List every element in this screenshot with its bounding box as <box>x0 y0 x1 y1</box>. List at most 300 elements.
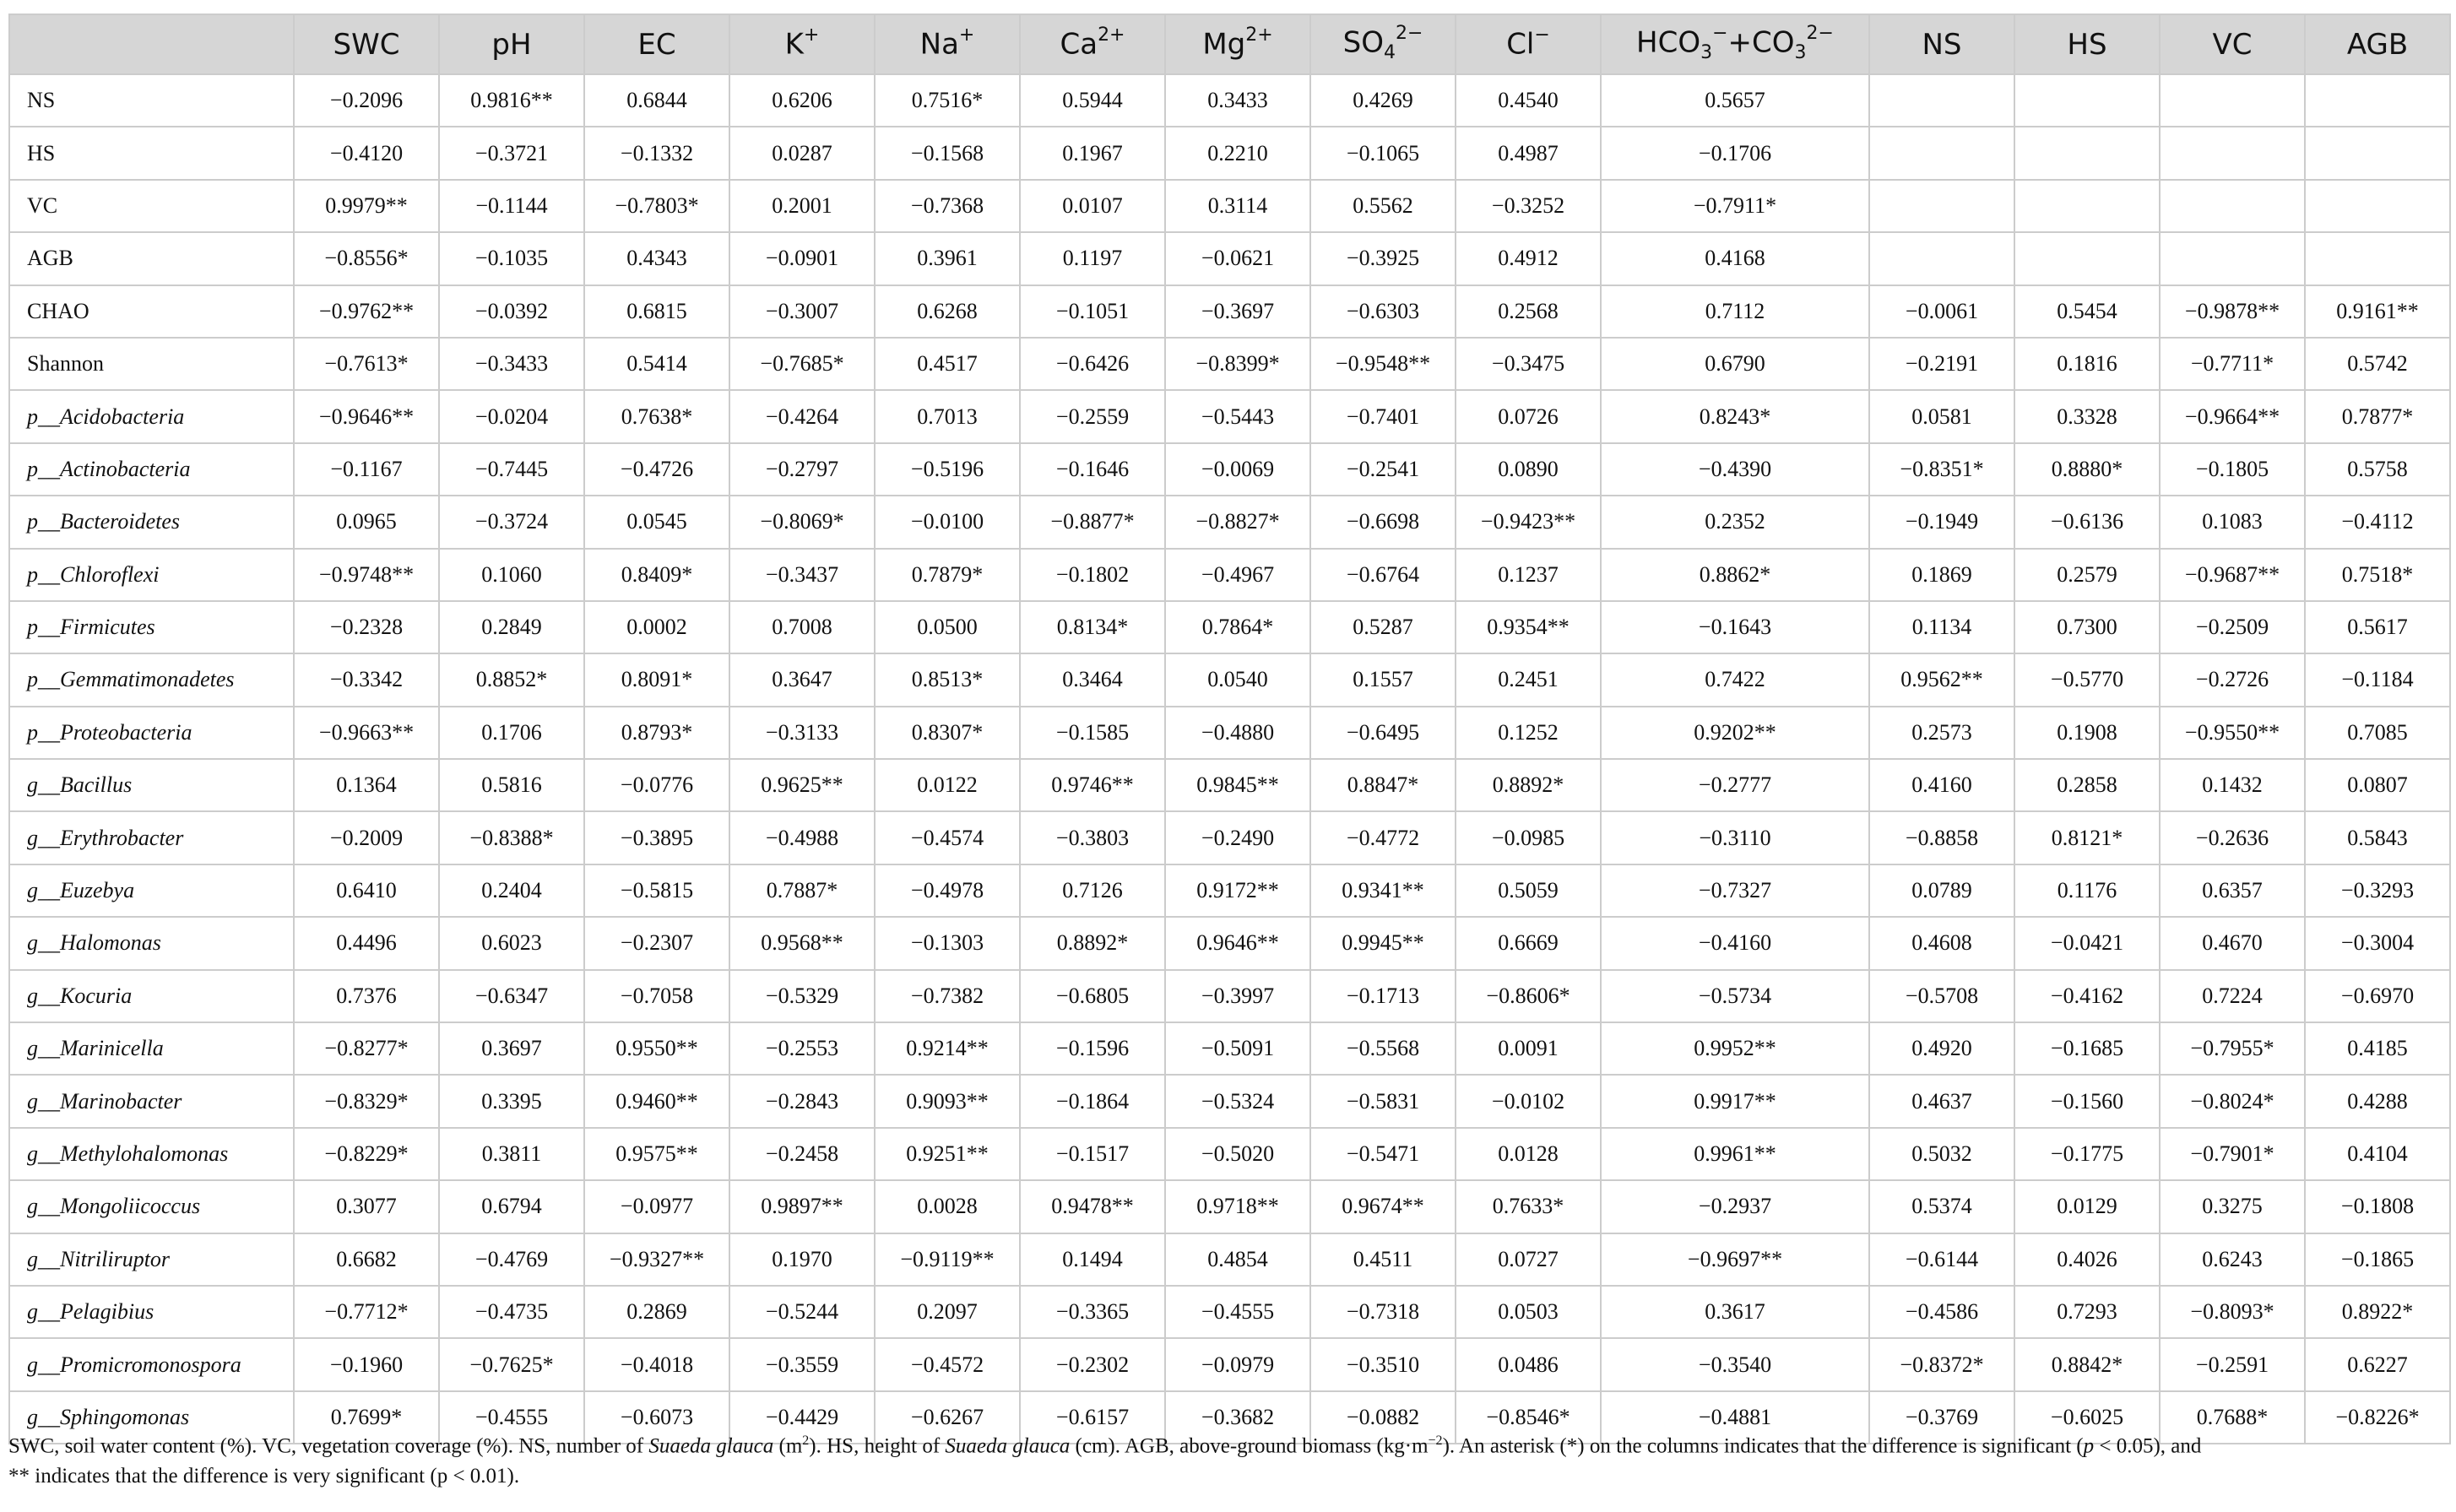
table-cell: −0.8546* <box>1456 1391 1601 1444</box>
table-cell: −0.2541 <box>1310 443 1456 496</box>
row-label: g__Marinobacter <box>9 1075 294 1127</box>
table-cell: −0.9548** <box>1310 338 1456 390</box>
table-cell: 0.9460** <box>584 1075 729 1127</box>
table-row <box>9 285 2450 338</box>
table-cell: −0.1706 <box>1601 127 1869 179</box>
table-cell <box>2305 180 2450 232</box>
table-cell: 0.1060 <box>439 549 584 601</box>
table-cell: −0.3697 <box>1165 285 1310 338</box>
footnote-line-2: ** indicates that the difference is very significant (p < 0.01). <box>8 1465 520 1488</box>
table-cell: −0.1184 <box>2305 653 2450 706</box>
table-cell: 0.8847* <box>1310 759 1456 811</box>
table-cell: 0.7688* <box>2160 1391 2305 1444</box>
table-row <box>9 1022 2450 1075</box>
table-cell: −0.5471 <box>1310 1128 1456 1180</box>
table-cell: −0.5324 <box>1165 1075 1310 1127</box>
table-cell: 0.4517 <box>875 338 1020 390</box>
table-cell: 0.9161** <box>2305 285 2450 338</box>
table-cell: −0.9646** <box>294 390 439 442</box>
table-cell: −0.9663** <box>294 707 439 759</box>
table-cell: −0.4978 <box>875 864 1020 917</box>
table-cell: −0.1865 <box>2305 1233 2450 1286</box>
row-label: p__Chloroflexi <box>9 549 294 601</box>
table-cell <box>2014 74 2160 127</box>
table-row <box>9 759 2450 811</box>
table-row <box>9 1075 2450 1127</box>
table-cell: −0.4988 <box>729 811 875 864</box>
table-cell: 0.4496 <box>294 917 439 969</box>
table-cell: 0.1816 <box>2014 338 2160 390</box>
table-cell: −0.7911* <box>1601 180 1869 232</box>
table-cell: 0.7300 <box>2014 601 2160 653</box>
table-cell: 0.9816** <box>439 74 584 127</box>
table-cell: −0.5443 <box>1165 390 1310 442</box>
table-cell: −0.1808 <box>2305 1180 2450 1233</box>
table-cell: −0.9878** <box>2160 285 2305 338</box>
row-label: g__Sphingomonas <box>9 1391 294 1444</box>
table-cell: −0.9748** <box>294 549 439 601</box>
table-cell: 0.9478** <box>1020 1180 1165 1233</box>
table-cell: 0.6669 <box>1456 917 1601 969</box>
table-cell: −0.1517 <box>1020 1128 1165 1180</box>
table-cell: 0.4160 <box>1869 759 2014 811</box>
row-label: g__Bacillus <box>9 759 294 811</box>
table-cell: −0.3724 <box>439 496 584 548</box>
table-cell: −0.2191 <box>1869 338 2014 390</box>
table-cell: 0.5742 <box>2305 338 2450 390</box>
table-row <box>9 864 2450 917</box>
table-cell: 0.1970 <box>729 1233 875 1286</box>
table-cell: −0.4112 <box>2305 496 2450 548</box>
table-cell: −0.9423** <box>1456 496 1601 548</box>
column-header-hs: HS <box>2014 14 2160 74</box>
table-cell: 0.4608 <box>1869 917 2014 969</box>
table-cell: 0.3647 <box>729 653 875 706</box>
table-cell: −0.4555 <box>439 1391 584 1444</box>
table-cell: 0.0128 <box>1456 1128 1601 1180</box>
table-cell: −0.1646 <box>1020 443 1165 496</box>
table-cell: −0.2843 <box>729 1075 875 1127</box>
table-cell: 0.1176 <box>2014 864 2160 917</box>
table-cell: 0.4168 <box>1601 232 1869 285</box>
table-cell: −0.4120 <box>294 127 439 179</box>
table-row <box>9 390 2450 442</box>
column-header-swc: SWC <box>294 14 439 74</box>
table-cell: −0.5770 <box>2014 653 2160 706</box>
table-cell: −0.3007 <box>729 285 875 338</box>
table-cell: −0.8069* <box>729 496 875 548</box>
table-cell: 0.4104 <box>2305 1128 2450 1180</box>
column-header-mg: $Mg^{2+}$ <box>1165 14 1310 74</box>
table-cell: −0.7613* <box>294 338 439 390</box>
table-cell: 0.9341** <box>1310 864 1456 917</box>
row-label: g__Nitriliruptor <box>9 1233 294 1286</box>
table-cell: −0.2553 <box>729 1022 875 1075</box>
row-label: g__Erythrobacter <box>9 811 294 864</box>
row-label: p__Proteobacteria <box>9 707 294 759</box>
table-cell: −0.2302 <box>1020 1338 1165 1390</box>
table-cell: −0.3342 <box>294 653 439 706</box>
table-cell: 0.6844 <box>584 74 729 127</box>
row-label: p__Acidobacteria <box>9 390 294 442</box>
table-cell: −0.2509 <box>2160 601 2305 653</box>
table-cell: 0.7293 <box>2014 1286 2160 1338</box>
table-cell: −0.0985 <box>1456 811 1601 864</box>
table-cell: −0.0882 <box>1310 1391 1456 1444</box>
table-cell: −0.4574 <box>875 811 1020 864</box>
table-cell: 0.3811 <box>439 1128 584 1180</box>
table-cell: 0.8513* <box>875 653 1020 706</box>
table-cell: 0.9746** <box>1020 759 1165 811</box>
table-cell: −0.9697** <box>1601 1233 1869 1286</box>
table-cell: −0.0901 <box>729 232 875 285</box>
table-cell: 0.0500 <box>875 601 1020 653</box>
table-cell: −0.8827* <box>1165 496 1310 548</box>
table-cell: −0.9327** <box>584 1233 729 1286</box>
row-label: p__Actinobacteria <box>9 443 294 496</box>
table-cell: −0.1685 <box>2014 1022 2160 1075</box>
table-cell: −0.5831 <box>1310 1075 1456 1127</box>
table-cell: −0.3004 <box>2305 917 2450 969</box>
table-cell: −0.0100 <box>875 496 1020 548</box>
table-cell: −0.4769 <box>439 1233 584 1286</box>
table-cell: 0.8793* <box>584 707 729 759</box>
table-cell: 0.0965 <box>294 496 439 548</box>
table-cell: −0.7401 <box>1310 390 1456 442</box>
table-cell: −0.4735 <box>439 1286 584 1338</box>
table-cell: −0.2328 <box>294 601 439 653</box>
table-cell <box>2160 232 2305 285</box>
column-header-agb: AGB <box>2305 14 2450 74</box>
table-cell: 0.1908 <box>2014 707 2160 759</box>
table-cell: 0.8880* <box>2014 443 2160 496</box>
table-cell: −0.7901* <box>2160 1128 2305 1180</box>
table-cell: 0.9979** <box>294 180 439 232</box>
table-cell: 0.9646** <box>1165 917 1310 969</box>
table-cell: 0.5562 <box>1310 180 1456 232</box>
table-cell: −0.9762** <box>294 285 439 338</box>
column-header-ns: NS <box>1869 14 2014 74</box>
table-cell: 0.6023 <box>439 917 584 969</box>
table-cell: −0.3110 <box>1601 811 1869 864</box>
table-cell: 0.9674** <box>1310 1180 1456 1233</box>
table-cell: 0.9961** <box>1601 1128 1869 1180</box>
table-cell: 0.4343 <box>584 232 729 285</box>
table-cell: −0.0421 <box>2014 917 2160 969</box>
table-cell: −0.3682 <box>1165 1391 1310 1444</box>
table-cell: 0.1083 <box>2160 496 2305 548</box>
table-cell: 0.5032 <box>1869 1128 2014 1180</box>
table-cell: −0.9119** <box>875 1233 1020 1286</box>
table-cell: 0.2097 <box>875 1286 1020 1338</box>
table-cell: 0.9897** <box>729 1180 875 1233</box>
table-cell: 0.9952** <box>1601 1022 1869 1075</box>
table-cell: −0.8858 <box>1869 811 2014 864</box>
table-cell <box>2014 232 2160 285</box>
column-header-na: Na+ <box>875 14 1020 74</box>
table-cell: 0.3697 <box>439 1022 584 1075</box>
table-cell: −0.3475 <box>1456 338 1601 390</box>
table-cell: 0.2352 <box>1601 496 1869 548</box>
table-cell: −0.0392 <box>439 285 584 338</box>
table-cell: 0.1706 <box>439 707 584 759</box>
table-cell: −0.7445 <box>439 443 584 496</box>
table-cell: 0.9718** <box>1165 1180 1310 1233</box>
table-cell: 0.7699* <box>294 1391 439 1444</box>
table-cell: −0.2797 <box>729 443 875 496</box>
table-cell: 0.9625** <box>729 759 875 811</box>
column-header-ca: $Ca^{2+}$ <box>1020 14 1165 74</box>
table-cell: 0.3464 <box>1020 653 1165 706</box>
table-cell: 0.6410 <box>294 864 439 917</box>
row-label: g__Promicromonospora <box>9 1338 294 1390</box>
table-cell: −0.8372* <box>1869 1338 2014 1390</box>
table-cell: 0.2849 <box>439 601 584 653</box>
table-cell: −0.2307 <box>584 917 729 969</box>
table-cell: 0.1197 <box>1020 232 1165 285</box>
table-cell: 0.5843 <box>2305 811 2450 864</box>
table-cell: −0.8399* <box>1165 338 1310 390</box>
column-header-k: K+ <box>729 14 875 74</box>
correlation-table-container <box>8 14 2448 1444</box>
table-cell: −0.1713 <box>1310 970 1456 1022</box>
row-label: g__Kocuria <box>9 970 294 1022</box>
table-cell: −0.8388* <box>439 811 584 864</box>
table-cell: 0.9568** <box>729 917 875 969</box>
table-cell: −0.5815 <box>584 864 729 917</box>
table-cell: 0.1237 <box>1456 549 1601 601</box>
table-cell: −0.0061 <box>1869 285 2014 338</box>
table-cell: −0.2490 <box>1165 811 1310 864</box>
table-cell: −0.5329 <box>729 970 875 1022</box>
table-cell: −0.2009 <box>294 811 439 864</box>
footnote-line-1: SWC, soil water content (%). VC, vegetation coverage (%). NS, number of Suaeda glauca $(m^2)$. HS, height of Suaeda glauca (cm). AGB, above-ground biomass $(kg\cdot m^{-2})$. An asterisk (*) on the columns indicates that the difference is significant (p < 0.05), and <box>8 1433 2202 1458</box>
table-cell: −0.3433 <box>439 338 584 390</box>
table-cell: −0.1805 <box>2160 443 2305 496</box>
table-cell <box>1869 74 2014 127</box>
table-row <box>9 232 2450 285</box>
table-cell: −0.0102 <box>1456 1075 1601 1127</box>
table-cell: 0.7638* <box>584 390 729 442</box>
table-cell: 0.9354** <box>1456 601 1601 653</box>
row-label: p__Gemmatimonadetes <box>9 653 294 706</box>
table-cell: −0.3997 <box>1165 970 1310 1022</box>
table-cell: −0.1560 <box>2014 1075 2160 1127</box>
table-row <box>9 917 2450 969</box>
row-label: HS <box>9 127 294 179</box>
table-cell: 0.7126 <box>1020 864 1165 917</box>
table-cell <box>2014 180 2160 232</box>
table-row <box>9 811 2450 864</box>
table-cell: 0.8892* <box>1456 759 1601 811</box>
table-cell: −0.3252 <box>1456 180 1601 232</box>
table-header-row <box>9 14 2450 74</box>
table-cell: 0.5374 <box>1869 1180 2014 1233</box>
table-cell: 0.9202** <box>1601 707 1869 759</box>
table-cell: 0.0726 <box>1456 390 1601 442</box>
table-cell: 0.2573 <box>1869 707 2014 759</box>
table-cell: −0.4264 <box>729 390 875 442</box>
table-cell: 0.9172** <box>1165 864 1310 917</box>
row-label: g__Halomonas <box>9 917 294 969</box>
table-cell: −0.5708 <box>1869 970 2014 1022</box>
table-cell: 0.8852* <box>439 653 584 706</box>
table-cell: 0.2451 <box>1456 653 1601 706</box>
table-cell: 0.5059 <box>1456 864 1601 917</box>
table-cell: −0.6426 <box>1020 338 1165 390</box>
table-cell: −0.6764 <box>1310 549 1456 601</box>
table-row <box>9 180 2450 232</box>
table-cell: 0.9945** <box>1310 917 1456 969</box>
table-cell: −0.4555 <box>1165 1286 1310 1338</box>
table-cell: 0.1557 <box>1310 653 1456 706</box>
table-cell: −0.2726 <box>2160 653 2305 706</box>
table-cell: −0.8556* <box>294 232 439 285</box>
table-cell: −0.9687** <box>2160 549 2305 601</box>
table-cell: 0.4185 <box>2305 1022 2450 1075</box>
table-cell <box>1869 180 2014 232</box>
table-cell: 0.2404 <box>439 864 584 917</box>
table-cell: −0.7803* <box>584 180 729 232</box>
table-cell: −0.5734 <box>1601 970 1869 1022</box>
table-cell: 0.7013 <box>875 390 1020 442</box>
table-cell: 0.5657 <box>1601 74 1869 127</box>
table-cell: 0.4920 <box>1869 1022 2014 1075</box>
table-cell: 0.8892* <box>1020 917 1165 969</box>
table-cell: 0.6682 <box>294 1233 439 1286</box>
table-cell: 0.0727 <box>1456 1233 1601 1286</box>
table-cell: −0.4390 <box>1601 443 1869 496</box>
table-cell: −0.7685* <box>729 338 875 390</box>
table-cell: −0.3721 <box>439 127 584 179</box>
table-cell: 0.8842* <box>2014 1338 2160 1390</box>
table-cell: −0.8351* <box>1869 443 2014 496</box>
table-cell: 0.1494 <box>1020 1233 1165 1286</box>
table-cell: 0.6268 <box>875 285 1020 338</box>
table-cell: −0.0977 <box>584 1180 729 1233</box>
row-label: p__Firmicutes <box>9 601 294 653</box>
table-cell: −0.4162 <box>2014 970 2160 1022</box>
table-row <box>9 1338 2450 1390</box>
table-cell: −0.7318 <box>1310 1286 1456 1338</box>
table-cell: 0.0789 <box>1869 864 2014 917</box>
table-row <box>9 1128 2450 1180</box>
table-cell: 0.9550** <box>584 1022 729 1075</box>
table-cell: −0.4586 <box>1869 1286 2014 1338</box>
table-cell: 0.0581 <box>1869 390 2014 442</box>
table-cell: −0.3365 <box>1020 1286 1165 1338</box>
table-cell: −0.9550** <box>2160 707 2305 759</box>
table-cell: −0.7368 <box>875 180 1020 232</box>
table-cell: 0.7877* <box>2305 390 2450 442</box>
table-cell: 0.2858 <box>2014 759 2160 811</box>
table-cell: 0.3077 <box>294 1180 439 1233</box>
table-row <box>9 74 2450 127</box>
table-cell: −0.4967 <box>1165 549 1310 601</box>
table-cell: −0.1051 <box>1020 285 1165 338</box>
table-cell: 0.2568 <box>1456 285 1601 338</box>
table-cell: −0.7327 <box>1601 864 1869 917</box>
table-cell: −0.1065 <box>1310 127 1456 179</box>
table-cell: −0.6698 <box>1310 496 1456 548</box>
table-cell: 0.4854 <box>1165 1233 1310 1286</box>
correlation-table <box>8 14 2451 1444</box>
row-label: g__Pelagibius <box>9 1286 294 1338</box>
row-label: VC <box>9 180 294 232</box>
table-cell: 0.1869 <box>1869 549 2014 601</box>
table-cell: −0.6805 <box>1020 970 1165 1022</box>
table-cell: −0.2636 <box>2160 811 2305 864</box>
table-cell: −0.2777 <box>1601 759 1869 811</box>
table-row <box>9 549 2450 601</box>
table-cell: −0.0204 <box>439 390 584 442</box>
table-cell: 0.3328 <box>2014 390 2160 442</box>
table-cell: −0.2591 <box>2160 1338 2305 1390</box>
table-body <box>9 74 2450 1444</box>
table-cell <box>2160 127 2305 179</box>
row-label: g__Methylohalomonas <box>9 1128 294 1180</box>
column-header-ph: pH <box>439 14 584 74</box>
table-cell: 0.6243 <box>2160 1233 2305 1286</box>
table-cell: 0.8121* <box>2014 811 2160 864</box>
table-cell: −0.7058 <box>584 970 729 1022</box>
table-cell: −0.4018 <box>584 1338 729 1390</box>
table-cell: −0.6267 <box>875 1391 1020 1444</box>
table-cell: 0.7864* <box>1165 601 1310 653</box>
table-cell: 0.0890 <box>1456 443 1601 496</box>
table-cell: 0.1252 <box>1456 707 1601 759</box>
table-cell: 0.3275 <box>2160 1180 2305 1233</box>
table-cell: −0.1949 <box>1869 496 2014 548</box>
table-cell: −0.0979 <box>1165 1338 1310 1390</box>
table-cell: 0.9214** <box>875 1022 1020 1075</box>
table-cell: −0.6495 <box>1310 707 1456 759</box>
table-cell: 0.0091 <box>1456 1022 1601 1075</box>
table-row <box>9 601 2450 653</box>
row-label: NS <box>9 74 294 127</box>
table-cell: −0.8329* <box>294 1075 439 1127</box>
table-cell: 0.5617 <box>2305 601 2450 653</box>
table-cell: −0.4572 <box>875 1338 1020 1390</box>
table-cell: −0.4880 <box>1165 707 1310 759</box>
table-cell: 0.4026 <box>2014 1233 2160 1286</box>
column-header-cl: Cl− <box>1456 14 1601 74</box>
table-cell <box>2305 232 2450 285</box>
table-cell: 0.0287 <box>729 127 875 179</box>
table-cell: 0.2579 <box>2014 549 2160 601</box>
table-cell: 0.4511 <box>1310 1233 1456 1286</box>
table-cell <box>2305 127 2450 179</box>
row-label: CHAO <box>9 285 294 338</box>
table-cell: −0.7712* <box>294 1286 439 1338</box>
table-cell: −0.8229* <box>294 1128 439 1180</box>
table-cell: −0.8877* <box>1020 496 1165 548</box>
table-cell: −0.3540 <box>1601 1338 1869 1390</box>
table-cell: −0.8093* <box>2160 1286 2305 1338</box>
table-cell: −0.4429 <box>729 1391 875 1444</box>
table-row <box>9 970 2450 1022</box>
table-cell: −0.7625* <box>439 1338 584 1390</box>
table-cell: −0.1332 <box>584 127 729 179</box>
table-cell: 0.0129 <box>2014 1180 2160 1233</box>
table-cell: 0.9251** <box>875 1128 1020 1180</box>
table-cell: 0.0002 <box>584 601 729 653</box>
table-cell: −0.1802 <box>1020 549 1165 601</box>
table-cell: 0.6227 <box>2305 1338 2450 1390</box>
table-cell: −0.2559 <box>1020 390 1165 442</box>
table-cell: 0.4670 <box>2160 917 2305 969</box>
table-cell: 0.0107 <box>1020 180 1165 232</box>
